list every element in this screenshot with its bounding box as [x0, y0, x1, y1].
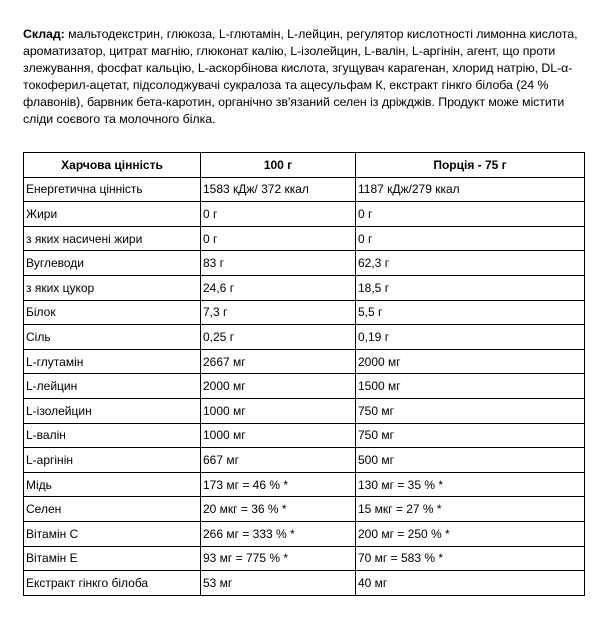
per-100g-cell: 667 мг	[201, 448, 356, 473]
header-nutrient: Харчова цінність	[24, 153, 201, 178]
per-100g-cell: 7,3 г	[201, 300, 356, 325]
table-body	[24, 177, 585, 595]
table-row	[24, 374, 585, 399]
per-portion-cell: 750 мг	[356, 398, 585, 423]
table-row	[24, 472, 585, 497]
per-100g-cell: 1000 мг	[201, 423, 356, 448]
per-100g-cell: 1583 кДж/ 372 ккал	[201, 177, 356, 202]
nutrient-name-cell: Енергетична цінність	[24, 177, 201, 202]
per-portion-cell: 2000 мг	[356, 349, 585, 374]
nutrient-name-cell: L-глутамін	[24, 349, 201, 374]
nutrient-name-cell: L-аргінін	[24, 448, 201, 473]
nutrient-name-cell: Екстракт гінкго білоба	[24, 571, 201, 596]
nutrient-name-cell: Вітамін С	[24, 521, 201, 546]
table-row	[24, 571, 585, 596]
table-row	[24, 300, 585, 325]
per-100g-cell: 20 мкг = 36 % *	[201, 497, 356, 522]
nutrient-name-cell: Вітамін Е	[24, 546, 201, 571]
per-100g-cell: 0 г	[201, 226, 356, 251]
per-100g-cell: 0 г	[201, 202, 356, 227]
table-row	[24, 349, 585, 374]
table-row	[24, 226, 585, 251]
per-portion-cell: 1187 кДж/279 ккал	[356, 177, 585, 202]
table-row	[24, 325, 585, 350]
table-row	[24, 546, 585, 571]
nutrient-name-cell: з яких цукор	[24, 275, 201, 300]
table-row	[24, 177, 585, 202]
nutrient-name-cell: Селен	[24, 497, 201, 522]
table-header-row	[24, 153, 585, 178]
per-100g-cell: 53 мг	[201, 571, 356, 596]
per-portion-cell: 500 мг	[356, 448, 585, 473]
nutrient-name-cell: Жири	[24, 202, 201, 227]
per-portion-cell: 62,3 г	[356, 251, 585, 276]
nutrient-name-cell: з яких насичені жири	[24, 226, 201, 251]
per-portion-cell: 0,19 г	[356, 325, 585, 350]
table-row	[24, 423, 585, 448]
per-100g-cell: 173 мг = 46 % *	[201, 472, 356, 497]
composition-text: мальтодекстрин, глюкоза, L-глютамін, L-лейцин, регулятор кислотності лимонна кислота, ароматизатор, цитрат магнію, глюконат калію, L-ізолейцин, L-валін, L-аргінін, агент, що проти злежування, фосфат кальцію, L-аскорбінова кислота, згущувач карагенан, хлорид натрію, DL-α-токоферил-ацетат, підсолоджувачі сукралоза та ацесульфам К, екстракт гінкго білоба (24 % флавонів), барвник бета-каротин, органічно зв'язаний селен із дріжджів. Продукт може містити сліди соєвого та молочного білка.	[23, 27, 578, 126]
nutrient-name-cell: L-валін	[24, 423, 201, 448]
header-per-portion: Порція - 75 г	[356, 153, 585, 178]
per-portion-cell: 0 г	[356, 226, 585, 251]
table-row	[24, 497, 585, 522]
table-row	[24, 448, 585, 473]
per-portion-cell: 5,5 г	[356, 300, 585, 325]
per-100g-cell: 0,25 г	[201, 325, 356, 350]
per-portion-cell: 15 мкг = 27 % *	[356, 497, 585, 522]
table-row	[24, 275, 585, 300]
table-row	[24, 202, 585, 227]
table-row	[24, 398, 585, 423]
nutrient-name-cell: Вуглеводи	[24, 251, 201, 276]
per-100g-cell: 266 мг = 333 % *	[201, 521, 356, 546]
nutrition-table	[23, 152, 585, 596]
per-portion-cell: 750 мг	[356, 423, 585, 448]
composition-paragraph	[23, 26, 583, 128]
per-portion-cell: 40 мг	[356, 571, 585, 596]
per-100g-cell: 24,6 г	[201, 275, 356, 300]
per-portion-cell: 18,5 г	[356, 275, 585, 300]
per-portion-cell: 130 мг = 35 % *	[356, 472, 585, 497]
table-row	[24, 521, 585, 546]
composition-label: Склад:	[23, 27, 65, 41]
per-100g-cell: 93 мг = 775 % *	[201, 546, 356, 571]
per-100g-cell: 83 г	[201, 251, 356, 276]
per-portion-cell: 1500 мг	[356, 374, 585, 399]
table-row	[24, 251, 585, 276]
per-portion-cell: 200 мг = 250 % *	[356, 521, 585, 546]
nutrient-name-cell: Сіль	[24, 325, 201, 350]
per-100g-cell: 1000 мг	[201, 398, 356, 423]
nutrient-name-cell: L-лейцин	[24, 374, 201, 399]
per-portion-cell: 70 мг = 583 % *	[356, 546, 585, 571]
header-per-100g: 100 г	[201, 153, 356, 178]
nutrient-name-cell: Мідь	[24, 472, 201, 497]
per-portion-cell: 0 г	[356, 202, 585, 227]
nutrient-name-cell: Білок	[24, 300, 201, 325]
nutrient-name-cell: L-ізолейцин	[24, 398, 201, 423]
per-100g-cell: 2000 мг	[201, 374, 356, 399]
per-100g-cell: 2667 мг	[201, 349, 356, 374]
